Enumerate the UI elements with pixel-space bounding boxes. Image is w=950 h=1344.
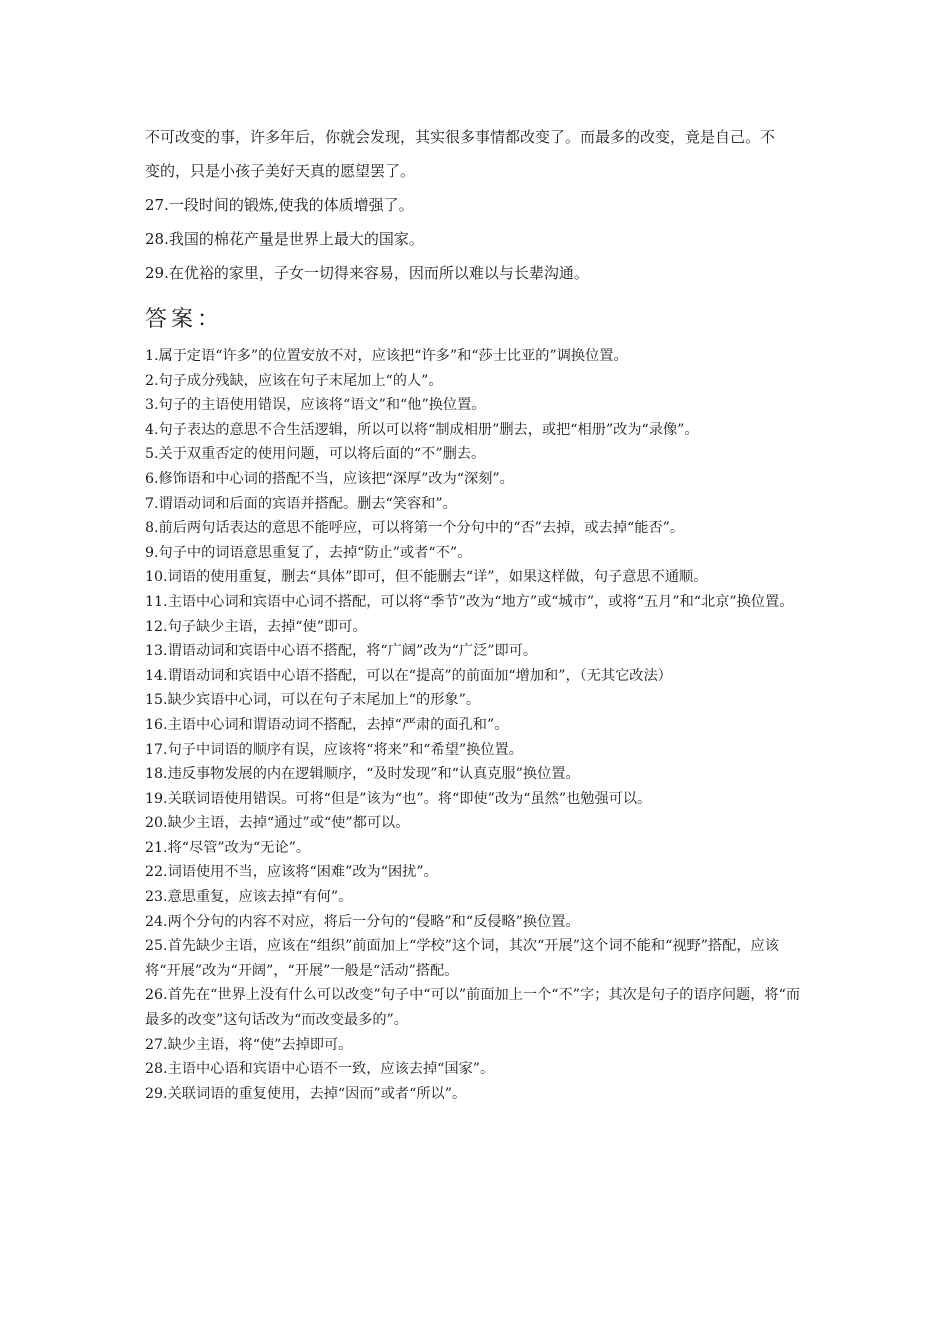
- answer-item: 29.关联词语的重复使用，去掉“因而”或者“所以”。: [145, 1085, 467, 1102]
- answer-item: 4.句子表达的意思不合生活逻辑，所以可以将“制成相册”删去，或把“相册”改为“录像”。: [145, 421, 699, 438]
- answer-item: 6.修饰语和中心词的搭配不当，应该把“深厚”改为“深刻”。: [145, 470, 514, 487]
- answer-item: 14.谓语动词和宾语中心语不搭配，可以在“提高”的前面加“增加和”，（无其它改法）: [145, 667, 672, 684]
- answer-item: 17.句子中词语的顺序有误，应该将“将来”和“希望”换位置。: [145, 741, 523, 758]
- question-29: 29.在优裕的家里，子女一切得来容易，因而所以难以与长辈沟通。: [145, 264, 589, 282]
- answer-item: 18.违反事物发展的内在逻辑顺序，“及时发现”和“认真克服”换位置。: [145, 766, 580, 783]
- answer-item: 22.词语使用不当，应该将“困难”改为“困扰”。: [145, 864, 438, 881]
- paragraph-line: 不可改变的事，许多年后，你就会发现，其实很多事情都改变了。而最多的改变，竟是自己。不: [145, 128, 776, 146]
- answer-item: 10.词语的使用重复，删去“具体”即可，但不能删去“详”，如果这样做，句子意思不通顺。: [145, 569, 708, 586]
- question-28: 28.我国的棉花产量是世界上最大的国家。: [145, 230, 424, 248]
- answer-item: 16.主语中心词和谓语动词不搭配，去掉“严肃的面孔和”。: [145, 716, 509, 733]
- answer-item: 26.首先在“世界上没有什么可以改变”句子中“可以”前面加上一个“不”字；其次是句子的语序问题，将“而最多的改变”这句话改为“而改变最多的”。: [145, 987, 801, 1029]
- answer-item: 25.首先缺少主语，应该在“组织”前面加上“学校”这个词，其次“开展”这个词不能和“视野”搭配，应该将“开展”改为“开阔”，“开展”一般是“活动”搭配。: [145, 938, 779, 979]
- document-page: [145, 120, 810, 1106]
- answer-item: 23.意思重复，应该去掉“有何”。: [145, 889, 353, 906]
- answer-item: 3.句子的主语使用错误，应该将“语文”和“他”换位置。: [145, 397, 486, 414]
- answer-item: 19.关联词语使用错误。可将“但是”该为“也”。将“即使”改为“虽然”也勉强可以。: [145, 790, 652, 807]
- answers-heading: 答案：: [145, 307, 224, 332]
- paragraph-line: 变的，只是小孩子美好天真的愿望罢了。: [145, 162, 416, 180]
- answer-item: 7.谓语动词和后面的宾语并搭配。删去“笑容和”。: [145, 495, 457, 512]
- question-27: 27.一段时间的锻炼,使我的体质增强了。: [145, 196, 414, 214]
- answer-item: 9.句子中的词语意思重复了，去掉“防止”或者“不”。: [145, 544, 472, 561]
- answer-list: [145, 344, 810, 1106]
- answer-item: 27.缺少主语，将“使”去掉即可。: [145, 1036, 353, 1053]
- answer-item: 5.关于双重否定的使用问题，可以将后面的“不”删去。: [145, 446, 486, 463]
- answer-item: 1.属于定语“许多”的位置安放不对，应该把“许多”和“莎士比亚的”调换位置。: [145, 348, 628, 364]
- answer-item: 13.谓语动词和宾语中心语不搭配，将“广阔”改为“广泛”即可。: [145, 643, 538, 660]
- answer-item: 28.主语中心语和宾语中心语不一致，应该去掉“国家”。: [145, 1061, 495, 1078]
- answer-item: 11.主语中心词和宾语中心词不搭配，可以将“季节”改为“地方”或“城市”，或将“五月”和“北京”换位置。: [145, 593, 794, 610]
- question-continuation: [145, 120, 810, 290]
- answer-item: 2.句子成分残缺，应该在句子末尾加上“的人”。: [145, 372, 443, 389]
- answer-item: 21.将“尽管”改为“无论”。: [145, 839, 311, 856]
- answer-item: 15.缺少宾语中心词，可以在句子末尾加上“的形象”。: [145, 692, 481, 709]
- answer-item: 24.两个分句的内容不对应，将后一分句的“侵略”和“反侵略”换位置。: [145, 913, 580, 930]
- answer-item: 8.前后两句话表达的意思不能呼应，可以将第一个分句中的“否”去掉，或去掉“能否”。: [145, 520, 685, 537]
- answer-item: 12.句子缺少主语，去掉“使”即可。: [145, 618, 367, 635]
- answer-item: 20.缺少主语，去掉“通过”或“使”都可以。: [145, 815, 410, 832]
